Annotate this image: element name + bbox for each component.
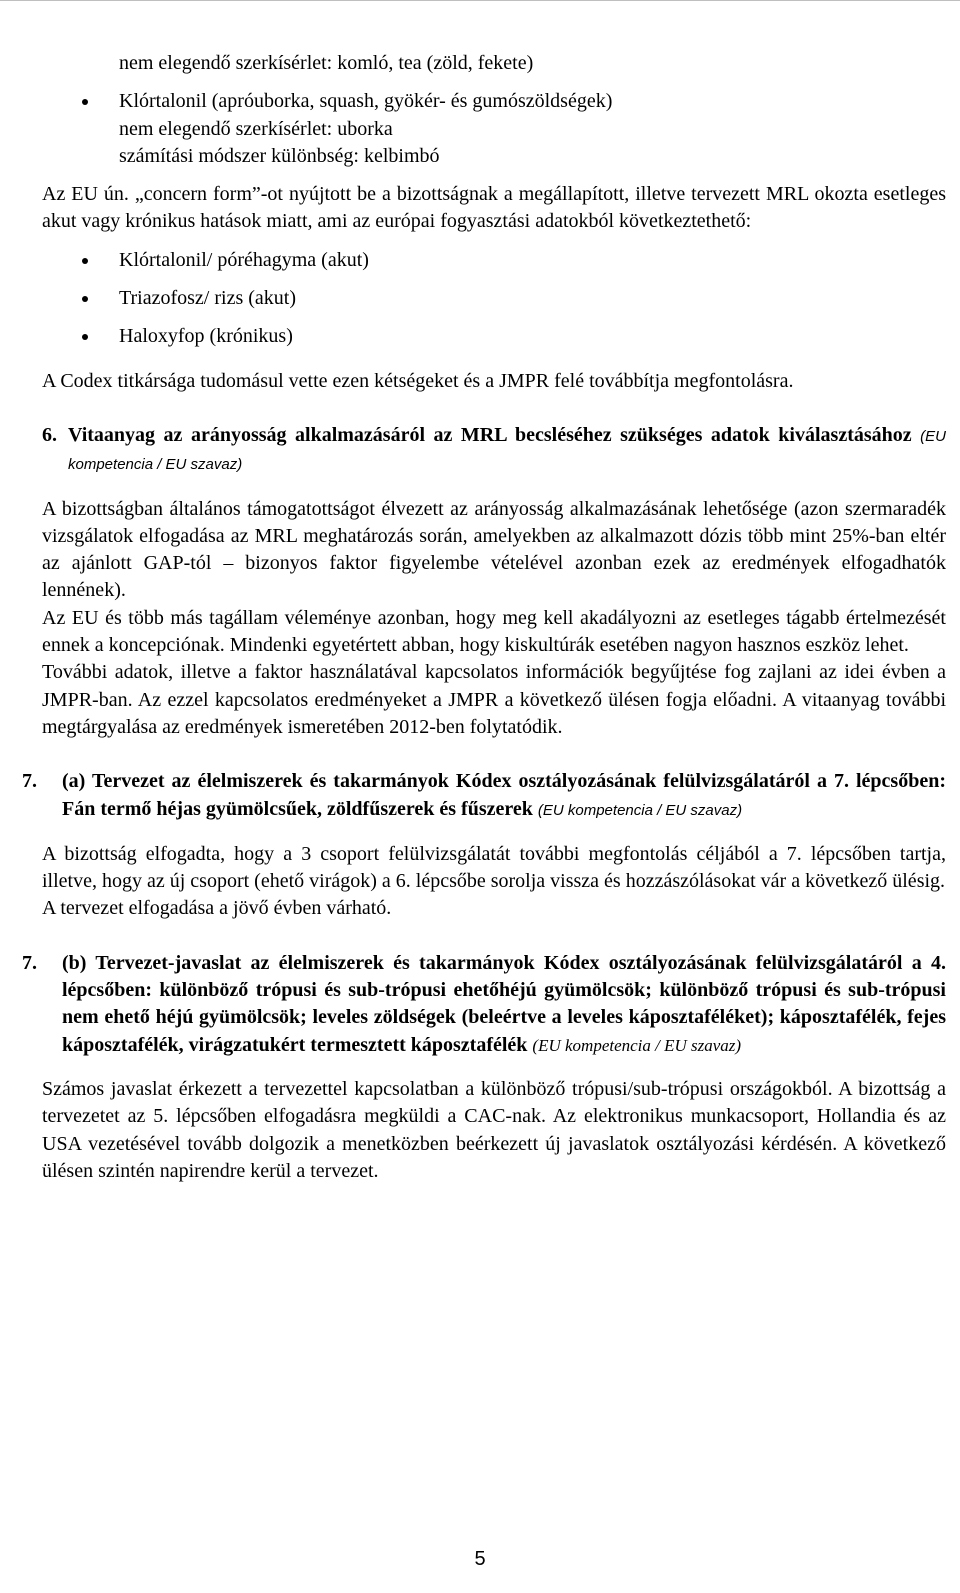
bullet-continuation: számítási módszer különbség: kelbimbó <box>119 144 440 167</box>
bullet-item: Klórtalonil/ póréhagyma (akut) <box>42 247 946 274</box>
bullet-item: Haloxyfop (krónikus) <box>42 323 946 350</box>
competence-note: (EU kompetencia / EU szavaz) <box>532 1035 742 1055</box>
section-7a-heading: 7. (a) Tervezet az élelmiszerek és takarmányok Kódex osztályozásának felülvizsgálatáról a 7. lépcsőben: Fán termő héjas gyümölcsűek, zöldfűszerek és fűszerek (EU kompetencia / EU szavaz) <box>22 770 946 820</box>
section-title: (a) Tervezet az élelmiszerek és takarmányok Kódex osztályozásának felülvizsgálatáról a 7. lépcsőben: Fán termő héjas gyümölcsűek, zöldfűszerek és fűszerek <box>62 770 946 820</box>
document-page <box>22 50 946 1185</box>
intro-line: nem elegendő szerkísérlet: komló, tea (zöld, fekete) <box>119 52 534 74</box>
bullet-icon <box>82 334 88 340</box>
paragraph: A tervezet elfogadása a jövő évben várható. <box>42 897 392 920</box>
competence-note: (EU kompetencia / EU szavaz) <box>68 427 946 474</box>
paragraph: Számos javaslat érkezett a tervezettel kapcsolatban a különböző trópusi/sub-trópusi országokból. A bizottság a tervezetet az 5. lépcsőben elfogadásra megküldi a CAC-nak. Az elektronikus munkacsoport, Hollandia és az USA vezetésével tovább dolgozik a menetközben beérkezett új javaslatok osztályozási kérdésén. A következő ülésen szintén napirendre kerül a tervezet. <box>42 1077 946 1182</box>
concern-paragraph: Az EU ún. „concern form”-ot nyújtott be a bizottságnak a megállapított, illetve tervezett MRL okozta esetleges akut vagy krónikus hatások miatt, ami az európai fogyasztási adatokból következtethető: <box>42 183 946 233</box>
paragraph: Az EU és több más tagállam véleménye azonban, hogy meg kell akadályozni az esetleges tágabb értelmezését ennek a koncepciónak. Mindenki egyetértett abban, hogy kiskultúrák esetében nagyon hasznos eszköz lehet. <box>42 606 946 657</box>
paragraph: A bizottság elfogadta, hogy a 3 csoport felülvizsgálatát további megfontolás céljából a 7. lépcsőben tartja, illetve, hogy az új csoport (ehető virágok) a 6. lépcsőbe sorolja vissza és hozzászólásokat vár a következő ülésig. <box>42 842 946 893</box>
bullet-icon <box>82 296 88 302</box>
bullet-continuation: nem elegendő szerkísérlet: uborka <box>119 117 393 140</box>
top-border <box>0 0 960 1</box>
codex-paragraph: A Codex titkársága tudomásul vette ezen kétségeket és a JMPR felé továbbítja megfontolásra. <box>42 369 794 392</box>
paragraph: További adatok, illetve a faktor használatával kapcsolatos információk begyűjtése fog zajlani az idei évben a JMPR-ban. Az ezzel kapcsolatos eredményeket a JMPR a következő ülésen fogja előadni. A vitaanyag további megtárgyalása az eredmények ismeretében 2012-ben folytatódik. <box>42 661 946 738</box>
competence-note: (EU kompetencia / EU szavaz) <box>537 801 743 819</box>
bullet-icon <box>82 99 88 105</box>
page-number: 5 <box>474 1548 486 1570</box>
section-6-heading: 6. Vitaanyag az arányosság alkalmazásáról az MRL becsléséhez szükséges adatok kiválasztásához (EU kompetencia / EU szavaz) <box>42 423 946 474</box>
bullet-icon <box>82 258 88 264</box>
section-title: Vitaanyag az arányosság alkalmazásáról az MRL becsléséhez szükséges adatok kiválasztásához <box>68 423 912 446</box>
section-7b-heading: 7. (b) Tervezet-javaslat az élelmiszerek és takarmányok Kódex osztályozásának felülvizsgálatáról a 4. lépcsőben: különböző trópusi és sub-trópusi ehetőhéjú gyümölcsök; különböző trópusi és sub-trópusi nem ehető héjú gyümölcsök; leveles zöldségek (beleértve a leveles káposztaféléket); káposztafélék, fejes káposztafélék, virágzatukért termesztett káposztafélék (EU kompetencia / EU szavaz) <box>22 951 946 1056</box>
section-title: (b) Tervezet-javaslat az élelmiszerek és takarmányok Kódex osztályozásának felülvizsgálatáról a 4. lépcsőben: különböző trópusi és sub-trópusi ehetőhéjú gyümölcsök; különböző trópusi és sub-trópusi nem ehető héjú gyümölcsök; leveles zöldségek (beleértve a leveles káposztaféléket); káposztafélék, fejes káposztafélék, virágzatukért termesztett káposztafélék <box>62 951 946 1056</box>
bullet-item: Triazofosz/ rizs (akut) <box>42 285 946 312</box>
paragraph: A bizottságban általános támogatottságot élvezett az arányosság alkalmazásának lehetősége (azon szermaradék vizsgálatok elfogadása az MRL meghatározás során, amelyekben az alkalmazott dózis több mint 25%-ban eltér az ajánlott GAP-tól – bizonyos faktor figyelembe vételével azonban ezek az eredmények elfogadhatók lennének). <box>42 497 946 602</box>
bullet-item: Klórtalonil (apróuborka, squash, gyökér- és gumószöldségek) <box>42 88 946 115</box>
